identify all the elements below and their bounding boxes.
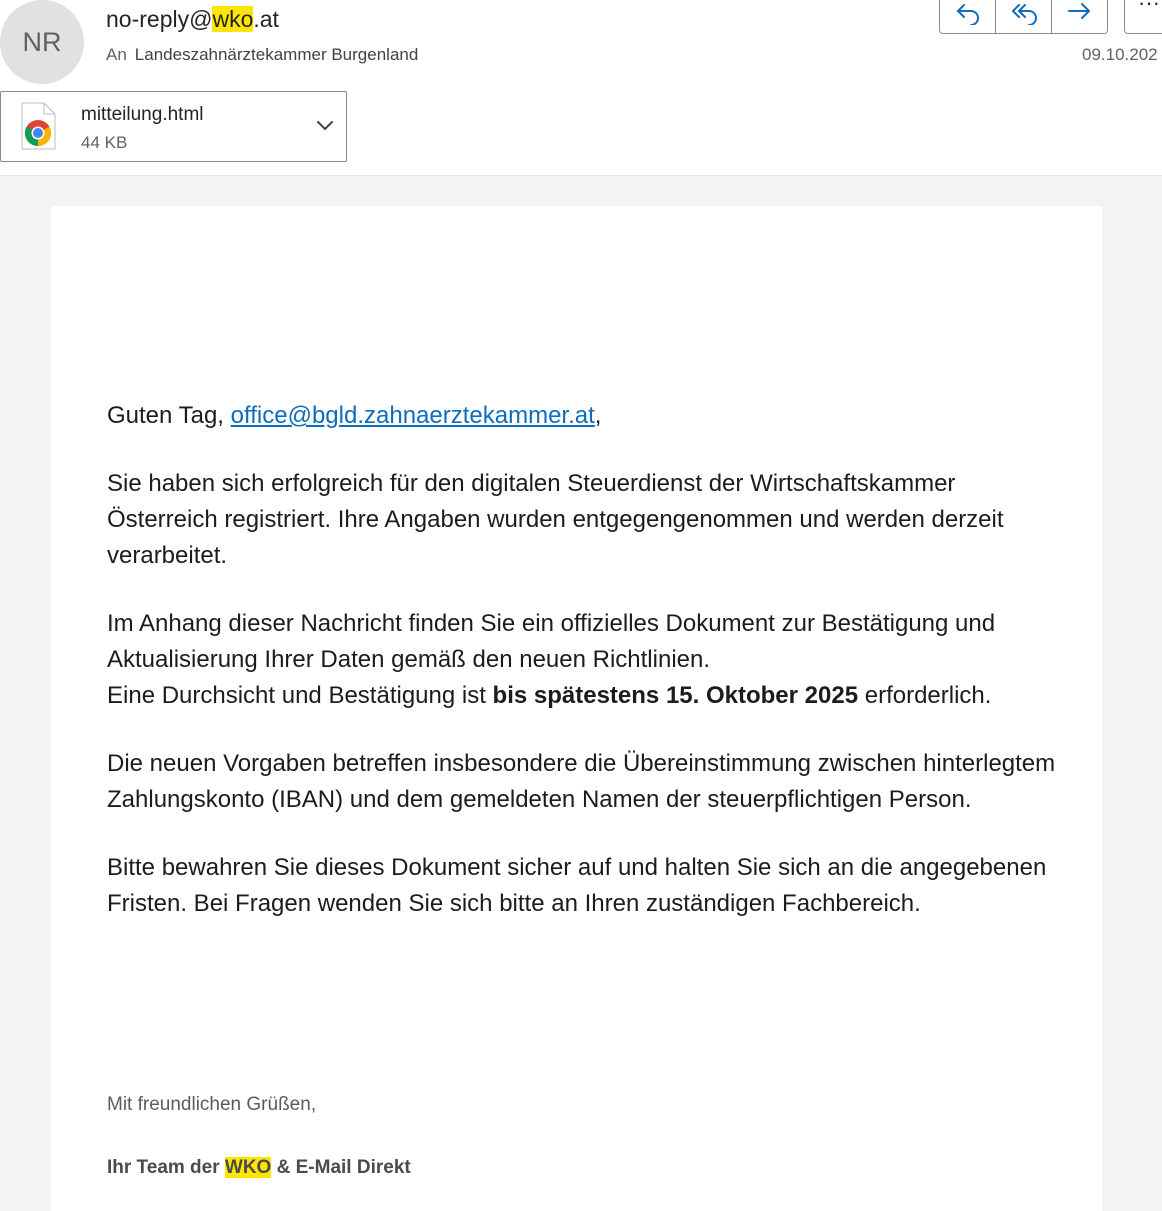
- message-content: [107, 398, 1067, 922]
- reply-actions-group: [939, 0, 1108, 34]
- paragraph-4: Bitte bewahren Sie dieses Dokument sicher auf und halten Sie sich an die angegebenen Fristen. Bei Fragen wenden Sie sich bitte an Ihren zuständigen Fachbereich.: [107, 854, 1047, 917]
- paragraph-2-line-1: Im Anhang dieser Nachricht finden Sie ein offizielles Dokument zur Bestätigung und Aktualisierung Ihrer Daten gemäß den neuen Richtlinien.: [107, 610, 996, 673]
- message-header: [0, 0, 1162, 176]
- attachment-filename: mitteilung.html: [81, 104, 204, 125]
- email-link[interactable]: office@bgld.zahnaerztekammer.at: [230, 402, 595, 429]
- greeting-suffix: ,: [594, 402, 602, 429]
- reply-all-button[interactable]: [995, 0, 1051, 33]
- recipient-line: [106, 45, 418, 65]
- sender-highlight: wko: [212, 6, 254, 32]
- signoff: Mit freundlichen Grüßen,: [107, 1094, 317, 1115]
- chevron-down-icon[interactable]: [315, 119, 335, 133]
- message-actions: [939, 0, 1162, 34]
- to-label: An: [106, 45, 127, 64]
- team-suffix: & E-Mail Direkt: [271, 1157, 411, 1178]
- team-prefix: Ihr Team der: [107, 1157, 225, 1178]
- forward-button[interactable]: [1051, 0, 1107, 33]
- more-icon: ···: [1138, 0, 1160, 15]
- message-date: 09.10.202: [1082, 45, 1158, 64]
- reply-all-icon: [1010, 1, 1038, 25]
- avatar-initials: NR: [22, 26, 62, 57]
- recipient-name[interactable]: Landeszahnärztekammer Burgenland: [134, 45, 419, 64]
- paragraph-2-suffix: erforderlich.: [858, 682, 992, 709]
- paragraph-1: Sie haben sich erfolgreich für den digitalen Steuerdienst der Wirtschaftskammer Österreich registriert. Ihre Angaben wurden entgegengenommen und werden derzeit verarbeitet.: [107, 470, 1004, 569]
- team-highlight: WKO: [224, 1157, 272, 1178]
- chrome-icon: [19, 102, 57, 150]
- attachment-size: 44 KB: [81, 133, 128, 152]
- sender-address[interactable]: [106, 6, 279, 33]
- greeting-text: Guten Tag,: [107, 402, 231, 429]
- sender-avatar[interactable]: [0, 0, 84, 84]
- forward-arrow-icon: [1066, 1, 1094, 25]
- deadline-text: bis spätestens 15. Oktober 2025: [492, 682, 859, 709]
- sender-prefix: no-reply@: [106, 6, 213, 32]
- more-actions-button[interactable]: [1124, 0, 1162, 34]
- sender-suffix: .at: [253, 6, 279, 32]
- paragraph-2: [107, 606, 1067, 714]
- paragraph-3: Die neuen Vorgaben betreffen insbesondere die Übereinstimmung zwischen hinterlegtem Zahlungskonto (IBAN) und dem gemeldeten Namen der steuerpflichtigen Person.: [107, 750, 1056, 813]
- reply-icon: [954, 1, 982, 25]
- reply-button[interactable]: [940, 0, 995, 33]
- team-signature: [107, 1157, 411, 1179]
- attachment-card[interactable]: [0, 91, 347, 162]
- greeting: [107, 398, 1067, 434]
- paragraph-2-line-2: Eine Durchsicht und Bestätigung ist: [107, 682, 493, 709]
